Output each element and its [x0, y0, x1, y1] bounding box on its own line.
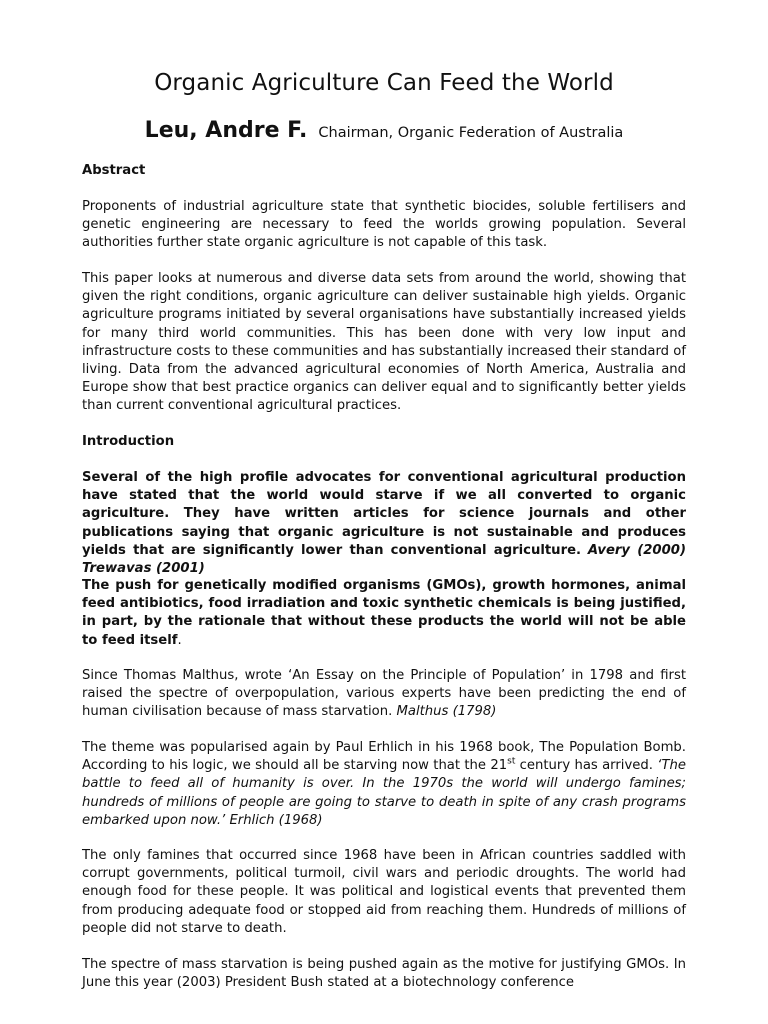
- intro-p3-text: Since Thomas Malthus, wrote ‘An Essay on the Principle of Population’ in 1798 and first raised the spectre of overpopulation, various experts have been predicting the end of human civilisation because of mass starvation.: [82, 668, 686, 720]
- author-affiliation: Chairman, Organic Federation of Australia: [318, 125, 624, 141]
- intro-p1-bold-text: Several of the high profile advocates for conventional agricultural production have stated that the world would starve if we all converted to organic agriculture. They have written articles for science journals and other publications saying that organic agriculture is not sustainable and produces yields that are significantly lower than conventional agriculture.: [82, 470, 686, 558]
- intro-p4-superscript: st: [507, 756, 516, 767]
- intro-paragraph-4: [82, 739, 686, 830]
- introduction-heading: Introduction: [82, 434, 175, 449]
- intro-paragraph-3: [82, 667, 686, 722]
- intro-paragraph-2: [82, 577, 686, 650]
- intro-paragraph-6: The spectre of mass starvation is being pushed again as the motive for justifying GMOs. In June this year (2003) President Bush stated at a biotechnology conference: [82, 957, 686, 991]
- abstract-heading: Abstract: [82, 163, 146, 178]
- intro-p4-text-a: The theme was popularised again by Paul Erhlich in his 1968 book, The Population Bomb. According to his logic, we should all be starving now that the 21: [82, 740, 686, 774]
- abstract-paragraph-2: This paper looks at numerous and diverse data sets from around the world, showing that given the right conditions, organic agriculture can deliver sustainable high yields. Organic agriculture programs initiated by several organisations have substantially increased yields for many third world communities. This has been done with very low input and infrastructure costs to these communities and has substantially increased their standard of living. Data from the advanced agricultural economies of North America, Australia and Europe show that best practice organics can deliver equal and to significantly better yields than current conventional agricultural practices.: [82, 271, 686, 414]
- author-name: Leu, Andre F.: [144, 118, 308, 143]
- intro-p1-citation: Avery (2000) Trewavas (2001): [82, 542, 686, 577]
- intro-p4-text-b: century has arrived.: [515, 758, 653, 774]
- intro-p4-quote: ‘The battle to feed all of humanity is over. In the 1970s the world will undergo famines; hundreds of millions of people are going to starve to death in spite of any crash programs embarked upon now.’ Erhlich (1968): [82, 758, 686, 828]
- abstract-paragraph-1: Proponents of industrial agriculture state that synthetic biocides, soluble fertilisers and genetic engineering are necessary to feed the worlds growing population. Several authorities further state organic agriculture is not capable of this task.: [82, 199, 686, 251]
- author-line: [0, 118, 768, 143]
- paper-title: Organic Agriculture Can Feed the World: [154, 70, 614, 96]
- intro-p2-bold-text: The push for genetically modified organisms (GMOs), growth hormones, animal feed antibiotics, food irradiation and toxic synthetic chemicals is being justified, in part, by the rationale that without these products the world will not be able to feed itself: [82, 578, 686, 648]
- intro-p2-period: .: [177, 632, 182, 648]
- intro-paragraph-5: The only famines that occurred since 1968 have been in African countries saddled with corrupt governments, political turmoil, civil wars and periodic droughts. The world had enough food for these people. It was political and logistical events that prevented them from producing adequate food or stopped aid from reaching them. Hundreds of millions of people did not starve to death.: [82, 848, 686, 936]
- intro-p3-citation: Malthus (1798): [396, 704, 497, 720]
- intro-paragraph-1: [82, 469, 686, 578]
